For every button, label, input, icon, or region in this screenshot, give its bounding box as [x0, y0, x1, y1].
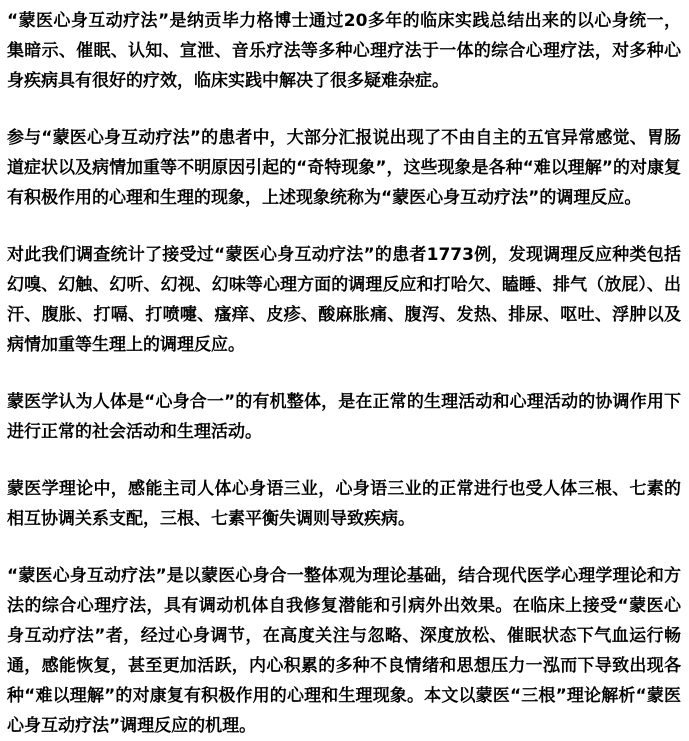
paragraph-conclusion-mechanism: “蒙医心身互动疗法”是以蒙医心身合一整体观为理论基础，结合现代医学心理学理论和方法的综合心理疗法，具有调动机体自我修复潜能和引病外出效果。在临床上接受“蒙医心身互动疗法”者，经过心身调节，在高度关注与忽略、深度放松、催眠状态下气血运行畅通，感能恢复，甚至更加活跃，内心积累的多种不良情绪和思想压力一泓而下导致出现各种“难以理解”的对康复有积极作用的心理和生理现象。本文以蒙医“三根”理论解析“蒙医心身互动疗法”调理反应的机理。: [7, 566, 681, 736]
paragraph-patient-reports: 参与“蒙医心身互动疗法”的患者中，大部分汇报说出现了不由自主的五官异常感觉、胃肠道症状以及病情加重等不明原因引起的“奇特现象”，这些现象是各种“难以理解”的对康复有积极作用的心理和生理的现象，上述现象统称为“蒙医心身互动疗法”的调理反应。: [7, 128, 681, 208]
paragraph-theory-three-roots: 蒙医学理论中，感能主司人体心身语三业，心身语三业的正常进行也受人体三根、七素的相互协调关系支配，三根、七素平衡失调则导致疾病。: [7, 479, 681, 529]
paragraph-survey-statistics: 对此我们调查统计了接受过“蒙医心身互动疗法”的患者1773例，发现调理反应种类包括幻嗅、幻触、幻听、幻视、幻味等心理方面的调理反应和打哈欠、瞌睡、排气（放屁）、出汗、腹胀、打嗝、打喷嚏、瘙痒、皮疹、酸麻胀痛、腹泻、发热、排尿、呕吐、浮肿以及病情加重等生理上的调理反应。: [7, 245, 681, 355]
paragraph-intro: “蒙医心身互动疗法”是纳贡毕力格博士通过20多年的临床实践总结出来的以心身统一，集暗示、催眠、认知、宣泄、音乐疗法等多种心理疗法于一体的综合心理疗法，对多种心身疾病具有很好的疗效，临床实践中解决了很多疑难杂症。: [7, 11, 681, 91]
paragraph-mind-body-unity: 蒙医学认为人体是“心身合一”的有机整体，是在正常的生理活动和心理活动的协调作用下进行正常的社会活动和生理活动。: [7, 392, 681, 442]
